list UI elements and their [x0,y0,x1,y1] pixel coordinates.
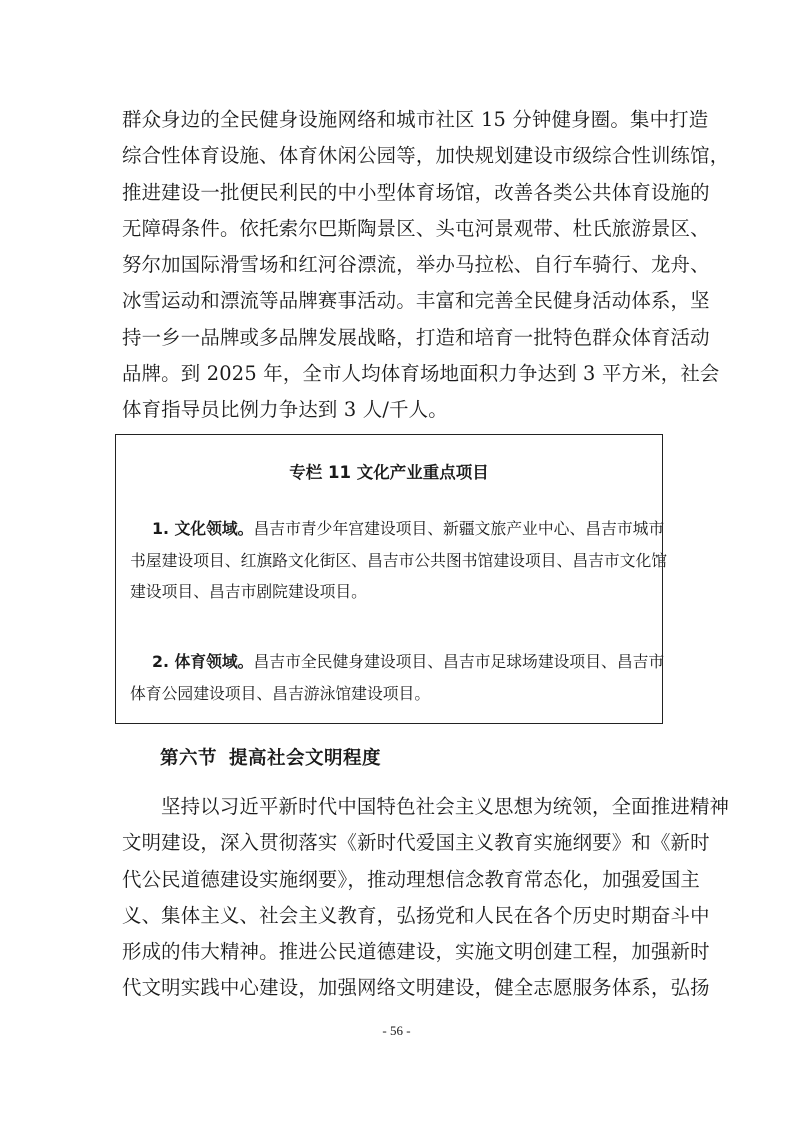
text-line: 综合性体育设施、体育休闲公园等，加快规划建设市级综合性训练馆， [122,144,730,168]
text-line: 书屋建设项目、红旗路文化街区、昌吉市公共图书馆建设项目、昌吉市文化馆 [130,550,668,570]
text-line: 代文明实践中心建设，加强网络文明建设，健全志愿服务体系，弘扬 [122,976,710,1000]
text-line: 形成的伟大精神。推进公民道德建设，实施文明创建工程，加强新时 [122,940,710,964]
text-line: 体育公园建设项目、昌吉游泳馆建设项目。 [130,683,431,703]
section-paragraph [122,789,730,1007]
column-item-sports [130,646,665,709]
column-box [115,434,668,724]
text-line: 品牌。到 2025 年，全市人均体育场地面积力争达到 3 平方米，社会 [122,362,720,386]
section-number: 第六节 [160,748,218,769]
page-number: - 56 - [382,1023,411,1038]
text-line: 文明建设，深入贯彻落实《新时代爱国主义教育实施纲要》和《新时 [122,831,710,855]
text-line: 冰雪运动和漂流等品牌赛事活动。丰富和完善全民健身活动体系，坚 [122,289,710,313]
text-line: 1. 文化领域。昌吉市青少年宫建设项目、新疆文旅产业中心、昌吉市城市 [152,519,665,538]
column-item-lead: 1. 文化领域。 [152,519,254,538]
section-title: 提高社会文明程度 [229,748,382,769]
text-line: 建设项目、昌吉市剧院建设项目。 [130,582,367,601]
column-item-culture [130,513,668,608]
text-line: 努尔加国际滑雪场和红河谷漂流，举办马拉松、自行车骑行、龙舟、 [122,253,710,277]
section-heading [160,744,381,774]
intro-paragraph [122,102,730,429]
text-line: 体育指导员比例力争达到 3 人/千人。 [122,398,448,422]
text-line: 义、集体主义、社会主义教育，弘扬党和人民在各个历史时期奋斗中 [122,903,710,927]
text-line: 代公民道德建设实施纲要》，推动理想信念教育常态化，加强爱国主 [122,867,701,891]
column-item-lead: 2. 体育领域。 [152,652,254,671]
column-box-title: 专栏 11 文化产业重点项目 [289,463,489,482]
text-line: 2. 体育领域。昌吉市全民健身建设项目、昌吉市足球场建设项目、昌吉市 [152,652,665,671]
text-line: 无障碍条件。依托索尔巴斯陶景区、头屯河景观带、杜氏旅游景区、 [122,216,710,240]
text-line: 持一乡一品牌或多品牌发展战略，打造和培育一批特色群众体育活动 [122,325,710,349]
text-line: 坚持以习近平新时代中国特色社会主义思想为统领，全面推进精神 [161,795,730,818]
text-line: 推进建设一批便民利民的中小型体育场馆，改善各类公共体育设施的 [122,180,710,204]
text-line: 群众身边的全民健身设施网络和城市社区 15 分钟健身圈。集中打造 [122,108,709,131]
